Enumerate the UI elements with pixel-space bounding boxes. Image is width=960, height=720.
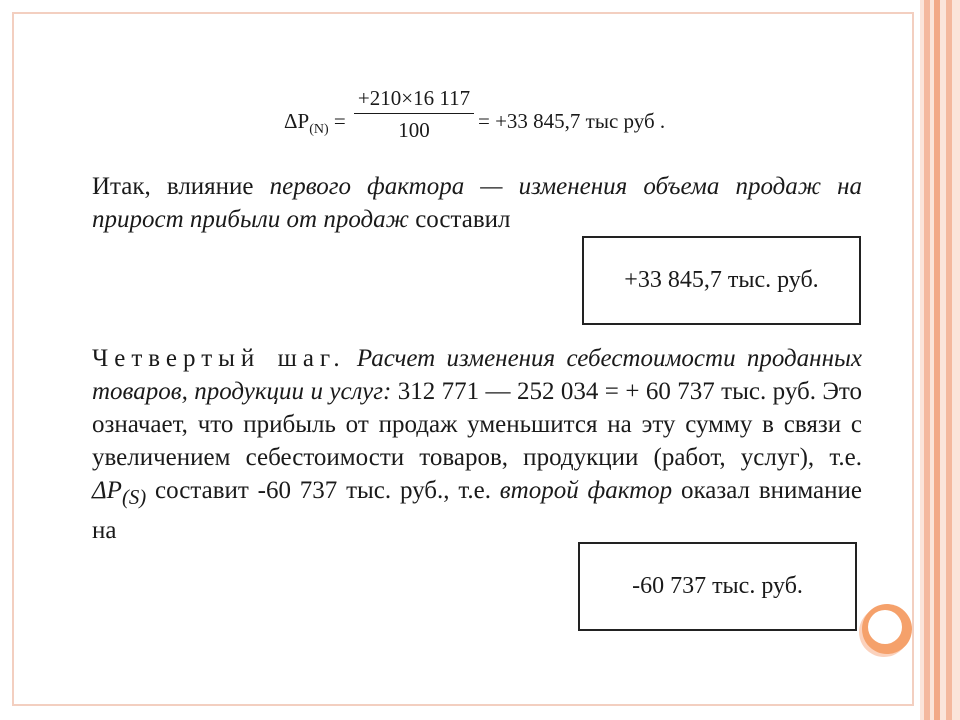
result-box-first [582, 236, 861, 325]
formula-lhs: $\Delta P_{(N)}$ = [284, 109, 346, 138]
delta-symbol-sub: (S) [121, 485, 147, 509]
formula-subscript: (N) [309, 122, 329, 138]
result-box-second [578, 542, 857, 631]
paragraph-fourth-step [92, 342, 862, 547]
result-value-first: +33 845,7 тыс. руб. [624, 267, 819, 293]
stripe-1 [924, 0, 930, 720]
stripe-3 [946, 0, 952, 720]
circle-decoration [862, 604, 912, 654]
delta-symbol-main: ΔP [92, 477, 122, 504]
stripe-2 [934, 0, 940, 720]
decorative-stripes [920, 0, 960, 720]
formula [284, 86, 684, 150]
step-text-3: оказал внимание на [92, 477, 862, 544]
paragraph-first-factor [92, 170, 862, 236]
paragraph1-intro: Итак, влияние [92, 173, 270, 200]
step-title-italic: Расчет изменения себестоимости проданных товаров, продукции и услуг: [92, 345, 862, 405]
formula-result: = +33 845,7 тыс руб . [478, 109, 666, 133]
step-text-1: 312 771 — 252 034 = + 60 737 тыс. руб. Это означает, что прибыль от продаж уменьшится на эту сумму в связи с увеличением себестоимости товаров, продукции (работ, услуг), т.е. [92, 378, 862, 471]
paragraph1-italic: первого фактора — изменения объема продаж на прирост прибыли от продаж [92, 173, 862, 233]
paragraph1-tail: составил [408, 206, 511, 233]
result-value-second: -60 737 тыс. руб. [632, 573, 803, 599]
formula-symbol: ΔP [284, 109, 310, 133]
formula-fraction [354, 86, 474, 143]
formula-denominator: 100 [398, 118, 430, 142]
step-text-2: составит -60 737 тыс. руб., т.е. [146, 477, 500, 504]
step-heading: Четвертый шаг. [92, 345, 346, 372]
delta-symbol [92, 477, 147, 509]
step-italic-second-factor: второй фактор [499, 477, 673, 504]
formula-numerator: +210×16 117 [354, 86, 474, 114]
